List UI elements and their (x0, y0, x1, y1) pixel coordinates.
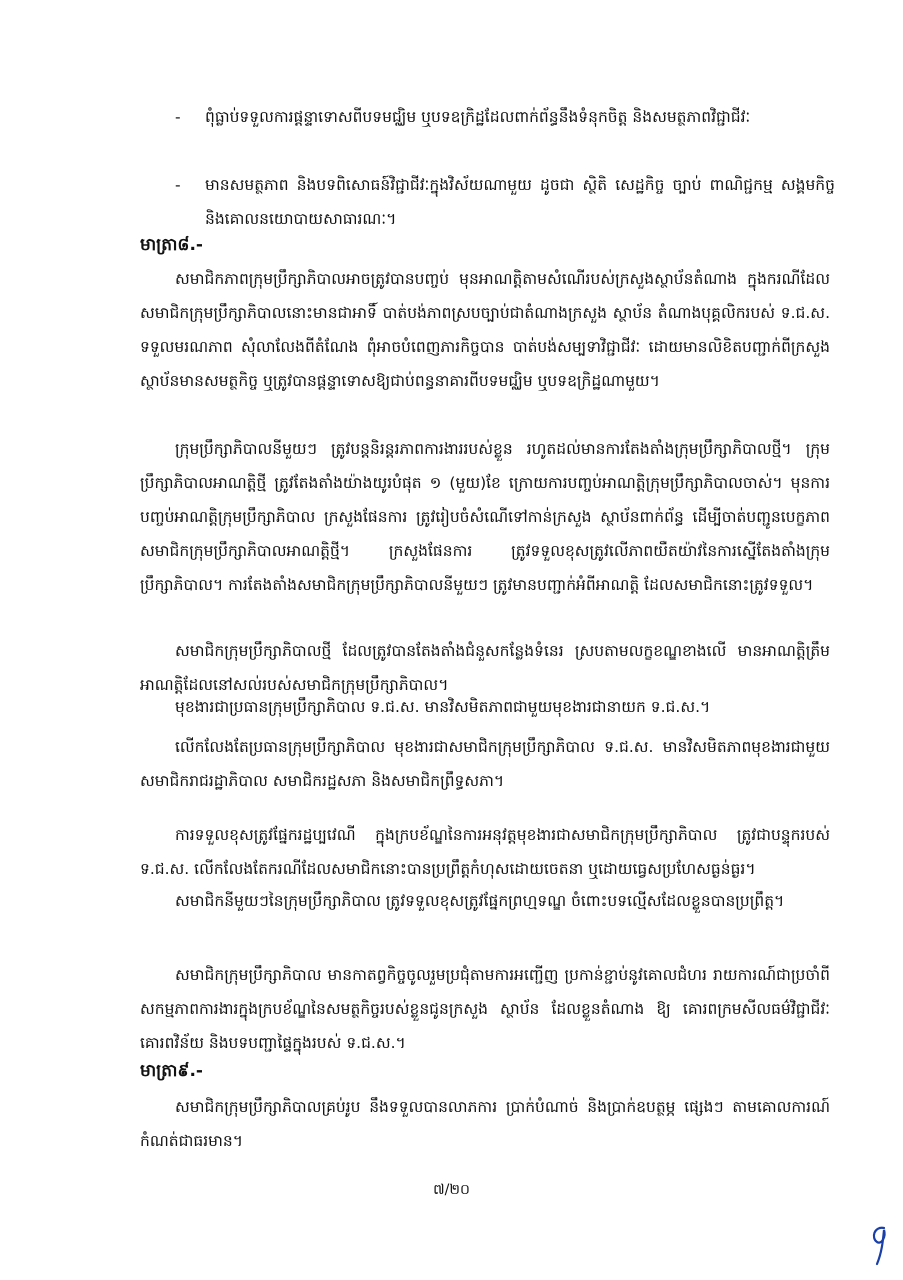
bullet-item (175, 100, 835, 134)
paragraph: សមាជិកក្រុមប្រឹក្សាភិបាលគ្រប់រូប នឹងទទួលបានលាភការ ប្រាក់បំណាច់ និងប្រាក់ឧបត្ថម្ភ ផ្សេងៗ តាមគោលការណ៍កំណត់ជាធរមាន។ (140, 1098, 830, 1150)
handwritten-initial-icon (868, 1222, 890, 1268)
paragraph: សមាជិកក្រុមប្រឹក្សាភិបាល មានកាតព្វកិច្ចចូលរួមប្រជុំតាមការអញ្ជើញ ប្រកាន់ខ្ជាប់នូវគោលជំហរ រាយការណ៍ជាប្រចាំពីសកម្មភាពការងារក្នុងក្របខ័ណ្ឌនៃសមត្ថកិច្ចរបស់ខ្លួនជូនក្រសួង ស្ថាប័ន ដែលខ្លួនតំណាង ឱ្យ គោរពក្រមសីលធម៌វិជ្ជាជីវៈ គោរពវិន័យ និងបទបញ្ជាផ្ទៃក្នុងរបស់ ទ.ជ.ស.។ (140, 966, 830, 1052)
paragraph: សមាជិកនីមួយៗនៃក្រុមប្រឹក្សាភិបាល ត្រូវទទួលខុសត្រូវផ្នែកព្រហ្មទណ្ឌ ចំពោះបទល្មើសដែលខ្លួនបានប្រព្រឹត្ត។ (175, 892, 785, 910)
paragraph: លើកលែងតែប្រធានក្រុមប្រឹក្សាភិបាល មុខងារជាសមាជិកក្រុមប្រឹក្សាភិបាល ទ.ជ.ស. មានវិសមិតភាពមុខងារជាមួយសមាជិករាជរដ្ឋាភិបាល សមាជិករដ្ឋសភា និងសមាជិកព្រឹទ្ធសភា។ (140, 738, 830, 790)
paragraph: ក្រុមប្រឹក្សាភិបាលនីមួយៗ ត្រូវបន្តនិរន្តរភាពការងាររបស់ខ្លួន រហូតដល់មានការតែងតាំងក្រុមប្រឹក្សាភិបាលថ្មី។ ក្រុមប្រឹក្សាភិបាលអាណត្តិថ្មី ត្រូវតែងតាំងយ៉ាងយូរបំផុត ១ (មួយ)ខែ ក្រោយការបញ្ចប់អាណត្តិក្រុមប្រឹក្សាភិបាលចាស់។ មុនការបញ្ចប់អាណត្តិក្រុមប្រឹក្សាភិបាល ក្រសួងផែនការ ត្រូវរៀបចំសំណើទៅកាន់ក្រសួង ស្ថាប័នពាក់ព័ន្ធ ដើម្បីចាត់បញ្ជូនបេក្ខភាពសមាជិកក្រុមប្រឹក្សាភិបាលអាណត្តិថ្មី។ ក្រសួងផែនការ ត្រូវទទួលខុសត្រូវលើភាពយឺតយ៉ាវនៃការស្នើតែងតាំងក្រុមប្រឹក្សាភិបាល។ ការតែងតាំងសមាជិកក្រុមប្រឹក្សាភិបាលនីមួយៗ ត្រូវមានបញ្ជាក់អំពីអាណត្តិ ដែលសមាជិកនោះត្រូវទទួល។ (140, 440, 830, 594)
paragraph: មុខងារជាប្រធានក្រុមប្រឹក្សាភិបាល ទ.ជ.ស. មានវិសមិតភាពជាមួយមុខងារជានាយក ទ.ជ.ស.។ (175, 698, 711, 716)
bullet-dash: - (175, 108, 181, 126)
paragraph: សមាជិកក្រុមប្រឹក្សាភិបាលថ្មី ដែលត្រូវបានតែងតាំងជំនួសកន្លែងទំនេរ ស្របតាមលក្ខខណ្ឌខាងលើ មានអាណត្តិត្រឹមអាណត្តិដែលនៅសល់របស់សមាជិកក្រុមប្រឹក្សាភិបាល។ (140, 642, 830, 694)
bullet-dash: - (175, 176, 181, 194)
article-8-heading: មាត្រា៨.- (140, 235, 203, 255)
bullet-text: ពុំធ្លាប់ទទួលការផ្តន្ទាទោសពីបទមជ្ឈិម ឬបទឧក្រិដ្ឋដែលពាក់ព័ន្ធនឹងទំនុកចិត្ត និងសមត្ថភាពវិជ្ជាជីវៈ (205, 108, 751, 126)
page-number: ៧/២០ (433, 1182, 470, 1198)
article-9-heading: មាត្រា៩.- (140, 1061, 203, 1081)
bullet-item (175, 168, 835, 236)
paragraph: ការទទួលខុសត្រូវផ្នែករដ្ឋប្បវេណី ក្នុងក្របខ័ណ្ឌនៃការអនុវត្តមុខងារជាសមាជិកក្រុមប្រឹក្សាភិបាល ត្រូវជាបន្ទុករបស់ ទ.ជ.ស. លើកលែងតែករណីដែលសមាជិកនោះបានប្រព្រឹត្តកំហុសដោយចេតនា ឬដោយធ្វេសប្រហែសធ្ងន់ធ្ងរ។ (140, 826, 830, 878)
paragraph: សមាជិកភាពក្រុមប្រឹក្សាភិបាលអាចត្រូវបានបញ្ចប់ មុនអាណត្តិតាមសំណើរបស់ក្រសួងស្ថាប័នតំណាង ក្នុងករណីដែលសមាជិកក្រុមប្រឹក្សាភិបាលនោះមានជាអាទិ៍ បាត់បង់ភាពស្របច្បាប់ជាតំណាងក្រសួង ស្ថាប័ន តំណាងបុគ្គលិករបស់ ទ.ជ.ស. ទទួលមរណភាព សុំលាលែងពីតំណែង ពុំអាចបំពេញភារកិច្ចបាន បាត់បង់សម្បទាវិជ្ជាជីវៈ ដោយមានលិខិតបញ្ជាក់ពីក្រសួង ស្ថាប័នមានសមត្ថកិច្ច ឬត្រូវបានផ្តន្ទាទោសឱ្យជាប់ពន្ធនាគារពីបទមជ្ឈិម ឬបទឧក្រិដ្ឋណាមួយ។ (140, 270, 830, 390)
bullet-text: មានសមត្ថភាព និងបទពិសោធន៍វិជ្ជាជីវៈក្នុងវិស័យណាមួយ ដូចជា ស្ថិតិ សេដ្ឋកិច្ច ច្បាប់ ពាណិជ្ជកម្ម សង្គមកិច្ច និងគោលនយោបាយសាធារណៈ។ (205, 176, 835, 228)
